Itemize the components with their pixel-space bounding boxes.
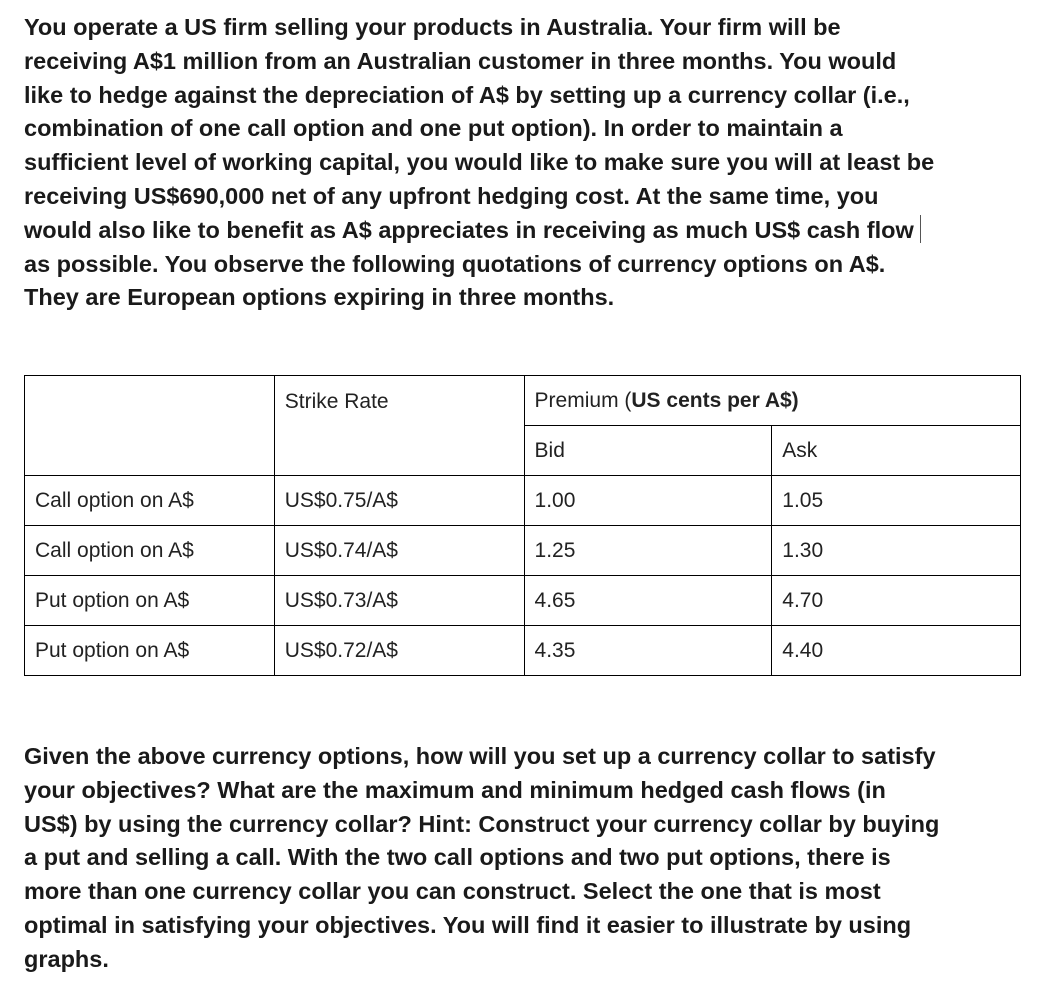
question-line: graphs. [24,945,109,972]
intro-line: receiving A$1 million from an Australian customer in three months. You would [24,47,897,74]
text-cursor [920,215,921,243]
intro-line: sufficient level of working capital, you would like to make sure you will at least be [24,149,935,176]
table-header-row [25,376,1021,426]
option-cell: Put option on A$ [25,576,275,626]
intro-line: as possible. You observe the following quotations of currency options on A$. [24,250,886,277]
intro-line: They are European options expiring in three months. [24,284,615,311]
premium-header [524,376,1020,426]
intro-line: like to hedge against the depreciation of A$ by setting up a currency collar (i.e., [24,81,910,108]
strike-cell: US$0.74/A$ [274,526,524,576]
table-row [25,526,1021,576]
table-row [25,576,1021,626]
bid-cell: 1.00 [524,476,772,526]
question-line: more than one currency collar you can construct. Select the one that is most [24,878,881,905]
bid-cell: 4.65 [524,576,772,626]
question-text [24,740,1034,977]
intro-line: You operate a US firm selling your products in Australia. Your firm will be [24,14,841,40]
intro-line: receiving US$690,000 net of any upfront hedging cost. At the same time, you [24,182,879,209]
table-row [25,626,1021,676]
intro-line: would also like to benefit as A$ appreciates in receiving as much US$ cash flow [24,216,914,243]
problem-statement [24,11,1034,315]
intro-line-with-cursor [24,214,1034,248]
question-line: a put and selling a call. With the two call options and two put options, there is [24,844,891,871]
question-line: optimal in satisfying your objectives. You will find it easier to illustrate by using [24,911,912,938]
ask-cell: 1.30 [772,526,1021,576]
question-line: US$) by using the currency collar? Hint: Construct your currency collar by buying [24,810,940,837]
premium-header-units: US cents per A$) [631,388,799,412]
ask-header: Ask [772,426,1021,476]
strike-cell: US$0.73/A$ [274,576,524,626]
table-row [25,476,1021,526]
ask-cell: 1.05 [772,476,1021,526]
option-quotes-table [24,375,1021,676]
ask-cell: 4.40 [772,626,1021,676]
strike-header: Strike Rate [274,376,524,476]
bid-header: Bid [524,426,772,476]
premium-header-prefix: Premium ( [534,388,632,412]
option-cell: Call option on A$ [25,526,275,576]
strike-cell: US$0.72/A$ [274,626,524,676]
bid-cell: 1.25 [524,526,772,576]
intro-line: combination of one call option and one put option). In order to maintain a [24,115,843,142]
question-line: Given the above currency options, how will you set up a currency collar to satisfy [24,743,936,769]
question-line: your objectives? What are the maximum and minimum hedged cash flows (in [24,776,886,803]
strike-cell: US$0.75/A$ [274,476,524,526]
empty-header-cell [25,376,275,476]
option-cell: Put option on A$ [25,626,275,676]
bid-cell: 4.35 [524,626,772,676]
option-cell: Call option on A$ [25,476,275,526]
ask-cell: 4.70 [772,576,1021,626]
